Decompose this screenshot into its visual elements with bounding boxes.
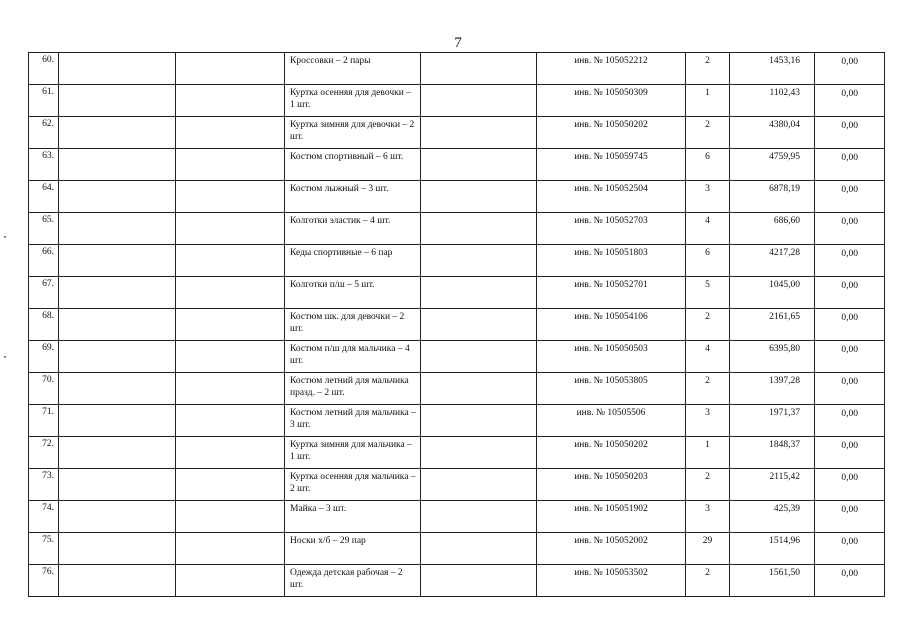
item-name-cell: Носки х/б – 29 пар — [285, 533, 421, 565]
residual-value-cell: 0,00 — [815, 405, 885, 437]
empty-cell — [176, 565, 285, 597]
item-name-cell: Колготки эластик – 4 шт. — [285, 213, 421, 245]
inventory-number-cell: инв. № 105050309 — [537, 85, 686, 117]
quantity-cell: 6 — [686, 149, 730, 181]
empty-cell — [176, 181, 285, 213]
table-row — [29, 149, 885, 181]
residual-value-cell: 0,00 — [815, 373, 885, 405]
item-name-cell: Костюм летний для мальчика празд. – 2 шт. — [285, 373, 421, 405]
empty-cell — [59, 245, 176, 277]
empty-cell — [421, 117, 537, 149]
residual-value-cell: 0,00 — [815, 501, 885, 533]
table-row — [29, 373, 885, 405]
item-name-cell: Майка – 3 шт. — [285, 501, 421, 533]
quantity-cell: 29 — [686, 533, 730, 565]
empty-cell — [421, 245, 537, 277]
quantity-cell: 2 — [686, 117, 730, 149]
price-cell: 1848,37 — [730, 437, 815, 469]
table-row — [29, 533, 885, 565]
row-number-cell: 73. — [29, 469, 59, 501]
residual-value-cell: 0,00 — [815, 181, 885, 213]
inventory-number-cell: инв. № 105052504 — [537, 181, 686, 213]
price-cell: 2115,42 — [730, 469, 815, 501]
empty-cell — [176, 245, 285, 277]
empty-cell — [59, 533, 176, 565]
price-cell: 4217,28 — [730, 245, 815, 277]
quantity-cell: 1 — [686, 85, 730, 117]
quantity-cell: 4 — [686, 213, 730, 245]
empty-cell — [59, 149, 176, 181]
table-row — [29, 277, 885, 309]
empty-cell — [59, 181, 176, 213]
item-name-cell: Куртка осенняя для девочки – 1 шт. — [285, 85, 421, 117]
table-row — [29, 245, 885, 277]
empty-cell — [176, 117, 285, 149]
price-cell: 686,60 — [730, 213, 815, 245]
empty-cell — [176, 533, 285, 565]
inventory-number-cell: инв. № 105050503 — [537, 341, 686, 373]
residual-value-cell: 0,00 — [815, 149, 885, 181]
inventory-number-cell: инв. № 105050202 — [537, 117, 686, 149]
inventory-number-cell: инв. № 105053502 — [537, 565, 686, 597]
empty-cell — [176, 373, 285, 405]
price-cell: 1045,00 — [730, 277, 815, 309]
empty-cell — [421, 405, 537, 437]
empty-cell — [421, 437, 537, 469]
item-name-cell: Колготки п/ш – 5 шт. — [285, 277, 421, 309]
quantity-cell: 3 — [686, 501, 730, 533]
table-row — [29, 565, 885, 597]
empty-cell — [176, 341, 285, 373]
item-name-cell: Одежда детская рабочая – 2 шт. — [285, 565, 421, 597]
quantity-cell: 2 — [686, 469, 730, 501]
empty-cell — [176, 501, 285, 533]
empty-cell — [421, 85, 537, 117]
row-number-cell: 62. — [29, 117, 59, 149]
table-row — [29, 85, 885, 117]
residual-value-cell: 0,00 — [815, 53, 885, 85]
empty-cell — [59, 277, 176, 309]
price-cell: 1102,43 — [730, 85, 815, 117]
table-row — [29, 437, 885, 469]
row-number-cell: 60. — [29, 53, 59, 85]
table-row — [29, 53, 885, 85]
empty-cell — [176, 437, 285, 469]
inventory-number-cell: инв. № 10505506 — [537, 405, 686, 437]
row-number-cell: 64. — [29, 181, 59, 213]
price-cell: 425,39 — [730, 501, 815, 533]
empty-cell — [421, 213, 537, 245]
residual-value-cell: 0,00 — [815, 117, 885, 149]
empty-cell — [176, 149, 285, 181]
empty-cell — [59, 373, 176, 405]
empty-cell — [176, 53, 285, 85]
item-name-cell: Костюм п/ш для мальчика – 4 шт. — [285, 341, 421, 373]
item-name-cell: Куртка зимняя для мальчика – 1 шт. — [285, 437, 421, 469]
empty-cell — [421, 565, 537, 597]
empty-cell — [59, 437, 176, 469]
price-cell: 6878,19 — [730, 181, 815, 213]
row-number-cell: 76. — [29, 565, 59, 597]
empty-cell — [421, 501, 537, 533]
row-number-cell: 75. — [29, 533, 59, 565]
row-number-cell: 69. — [29, 341, 59, 373]
table-row — [29, 405, 885, 437]
row-number-cell: 66. — [29, 245, 59, 277]
item-name-cell: Костюм летний для мальчика – 3 шт. — [285, 405, 421, 437]
row-number-cell: 63. — [29, 149, 59, 181]
inventory-number-cell: инв. № 105053805 — [537, 373, 686, 405]
quantity-cell: 2 — [686, 565, 730, 597]
residual-value-cell: 0,00 — [815, 213, 885, 245]
empty-cell — [59, 501, 176, 533]
price-cell: 1514,96 — [730, 533, 815, 565]
inventory-number-cell: инв. № 105052002 — [537, 533, 686, 565]
empty-cell — [59, 117, 176, 149]
empty-cell — [421, 469, 537, 501]
quantity-cell: 2 — [686, 373, 730, 405]
quantity-cell: 2 — [686, 53, 730, 85]
inventory-number-cell: инв. № 105051803 — [537, 245, 686, 277]
row-number-cell: 71. — [29, 405, 59, 437]
inventory-number-cell: инв. № 105059745 — [537, 149, 686, 181]
empty-cell — [421, 181, 537, 213]
residual-value-cell: 0,00 — [815, 309, 885, 341]
residual-value-cell: 0,00 — [815, 85, 885, 117]
table-row — [29, 181, 885, 213]
quantity-cell: 1 — [686, 437, 730, 469]
table-row — [29, 501, 885, 533]
empty-cell — [421, 373, 537, 405]
residual-value-cell: 0,00 — [815, 565, 885, 597]
page-number: 7 — [454, 35, 462, 51]
quantity-cell: 6 — [686, 245, 730, 277]
table-row — [29, 213, 885, 245]
price-cell: 1397,28 — [730, 373, 815, 405]
item-name-cell: Кроссовки – 2 пары — [285, 53, 421, 85]
empty-cell — [176, 309, 285, 341]
price-cell: 4759,95 — [730, 149, 815, 181]
quantity-cell: 4 — [686, 341, 730, 373]
residual-value-cell: 0,00 — [815, 437, 885, 469]
item-name-cell: Кеды спортивные – 6 пар — [285, 245, 421, 277]
table-row — [29, 309, 885, 341]
empty-cell — [59, 53, 176, 85]
scan-mark — [4, 236, 6, 238]
row-number-cell: 72. — [29, 437, 59, 469]
empty-cell — [421, 533, 537, 565]
row-number-cell: 70. — [29, 373, 59, 405]
item-name-cell: Куртка зимняя для девочки – 2 шт. — [285, 117, 421, 149]
quantity-cell: 2 — [686, 309, 730, 341]
item-name-cell: Костюм шк. для девочки – 2 шт. — [285, 309, 421, 341]
residual-value-cell: 0,00 — [815, 245, 885, 277]
row-number-cell: 67. — [29, 277, 59, 309]
empty-cell — [59, 85, 176, 117]
table-row — [29, 341, 885, 373]
item-name-cell: Костюм спортивный – 6 шт. — [285, 149, 421, 181]
empty-cell — [421, 309, 537, 341]
inventory-number-cell: инв. № 105054106 — [537, 309, 686, 341]
quantity-cell: 3 — [686, 181, 730, 213]
empty-cell — [421, 341, 537, 373]
empty-cell — [59, 565, 176, 597]
row-number-cell: 61. — [29, 85, 59, 117]
residual-value-cell: 0,00 — [815, 469, 885, 501]
residual-value-cell: 0,00 — [815, 341, 885, 373]
table-body — [29, 53, 885, 597]
item-name-cell: Костюм лыжный – 3 шт. — [285, 181, 421, 213]
inventory-table — [28, 52, 885, 597]
empty-cell — [59, 309, 176, 341]
item-name-cell: Куртка осенняя для мальчика – 2 шт. — [285, 469, 421, 501]
residual-value-cell: 0,00 — [815, 277, 885, 309]
empty-cell — [176, 277, 285, 309]
empty-cell — [59, 213, 176, 245]
empty-cell — [59, 405, 176, 437]
inventory-number-cell: инв. № 105051902 — [537, 501, 686, 533]
empty-cell — [176, 469, 285, 501]
empty-cell — [421, 53, 537, 85]
price-cell: 2161,65 — [730, 309, 815, 341]
price-cell: 1453,16 — [730, 53, 815, 85]
row-number-cell: 68. — [29, 309, 59, 341]
price-cell: 1561,50 — [730, 565, 815, 597]
quantity-cell: 3 — [686, 405, 730, 437]
empty-cell — [421, 149, 537, 181]
empty-cell — [59, 469, 176, 501]
empty-cell — [59, 341, 176, 373]
inventory-number-cell: инв. № 105050203 — [537, 469, 686, 501]
table-row — [29, 117, 885, 149]
quantity-cell: 5 — [686, 277, 730, 309]
inventory-number-cell: инв. № 105052703 — [537, 213, 686, 245]
empty-cell — [421, 277, 537, 309]
table-row — [29, 469, 885, 501]
price-cell: 6395,80 — [730, 341, 815, 373]
residual-value-cell: 0,00 — [815, 533, 885, 565]
inventory-number-cell: инв. № 105052701 — [537, 277, 686, 309]
row-number-cell: 65. — [29, 213, 59, 245]
inventory-number-cell: инв. № 105050202 — [537, 437, 686, 469]
inventory-number-cell: инв. № 105052212 — [537, 53, 686, 85]
price-cell: 1971,37 — [730, 405, 815, 437]
scan-mark — [4, 356, 6, 358]
price-cell: 4380,04 — [730, 117, 815, 149]
empty-cell — [176, 405, 285, 437]
empty-cell — [176, 85, 285, 117]
row-number-cell: 74. — [29, 501, 59, 533]
empty-cell — [176, 213, 285, 245]
